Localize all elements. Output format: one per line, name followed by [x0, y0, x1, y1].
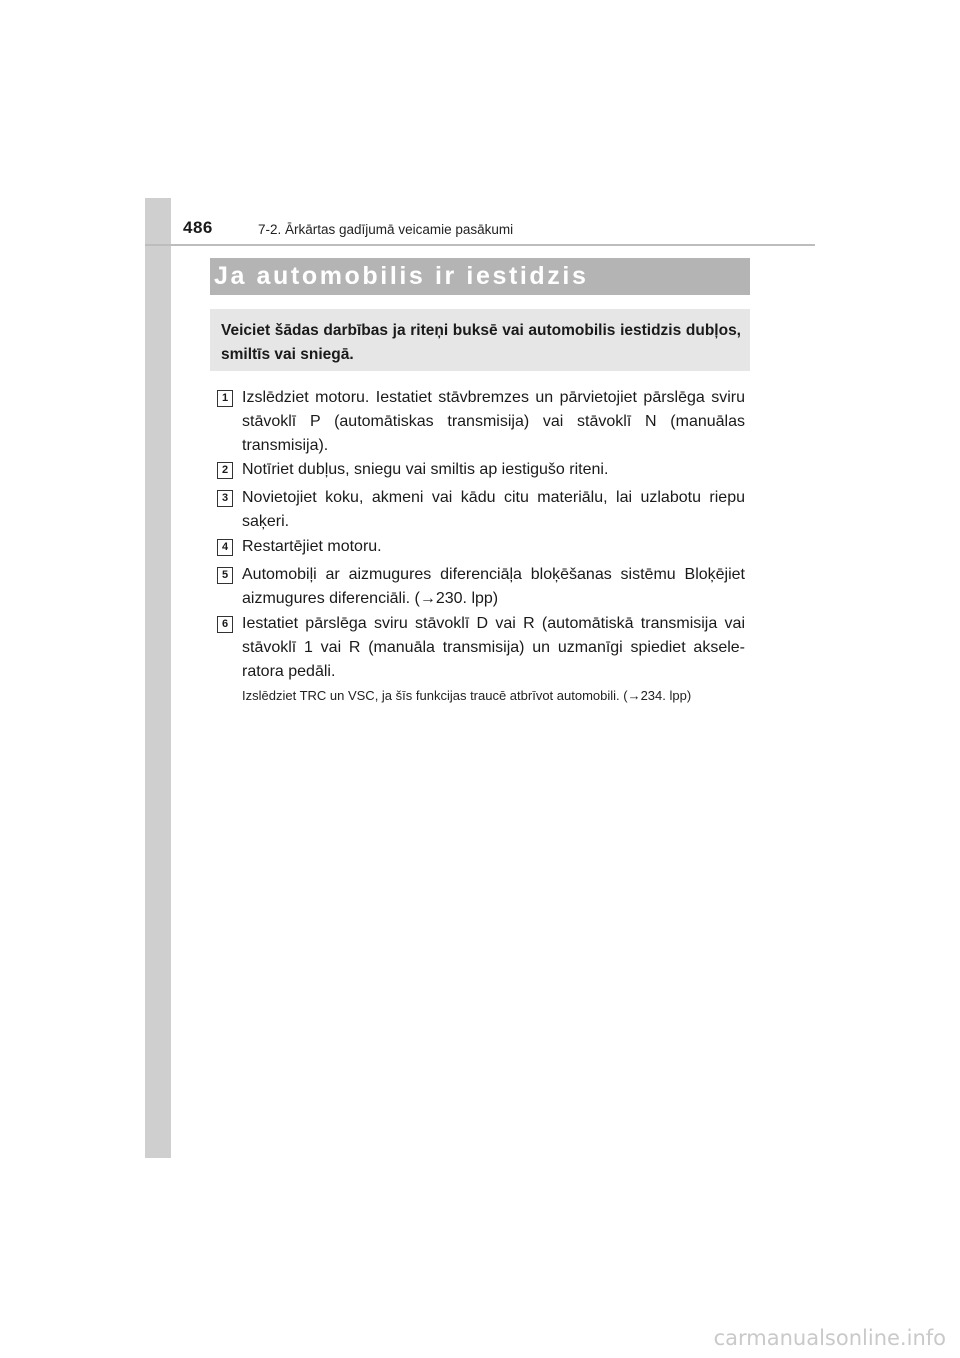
- intro-box: [210, 309, 750, 371]
- step-text: Restartējiet motoru.: [242, 538, 382, 555]
- watermark: carmanualsonline.info: [713, 1326, 946, 1350]
- step-5: [217, 563, 745, 611]
- header-rule: [145, 244, 815, 246]
- step-number-badge: 2: [217, 462, 233, 479]
- step-number-badge: 5: [217, 567, 233, 584]
- step-text: Automobiļi ar aizmugures diferenciāļa bloķēšanas sistēmu Bloķējiet aizmugures diferenciāli. (→230. lpp): [242, 566, 745, 607]
- note-text: Izslēdziet TRC un VSC, ja šīs funkcijas traucē atbrīvot automobili. (→234. lpp): [242, 688, 692, 703]
- step-text: Izslēdziet motoru. Iestatiet stāvbremzes un pārvietojiet pārslēga sviru stāvoklī P (automātiskas transmisija) vai stāvoklī N (manuālas transmisija).: [242, 389, 745, 454]
- step-3: [217, 486, 745, 534]
- step-text: Notīriet dubļus, sniegu vai smiltis ap iestigušo riteni.: [242, 461, 609, 478]
- step-number-badge: 3: [217, 490, 233, 507]
- step-text: Iestatiet pārslēga sviru stāvoklī D vai R (automātiskā transmisija vai stāvoklī 1 vai R (manuāla transmisija) un uzmanīgi spiediet aksele-ratora pedāli.: [242, 615, 745, 680]
- side-thumb-band: [145, 198, 171, 1158]
- step-number-badge: 4: [217, 539, 233, 556]
- step-2: [217, 458, 745, 482]
- step-4: [217, 535, 745, 559]
- step-6: [217, 612, 745, 684]
- page-title: Ja automobilis ir iestidzis: [214, 262, 589, 290]
- step-1: [217, 386, 745, 458]
- step-number-badge: 6: [217, 616, 233, 633]
- title-bar: [210, 258, 750, 295]
- intro-text: Veiciet šādas darbības ja riteņi buksē vai automobilis iestidzis dubļos, smiltīs vai sniegā.: [221, 322, 741, 363]
- page-number: 486: [183, 218, 213, 237]
- step-number-badge: 1: [217, 390, 233, 407]
- step-text: Novietojiet koku, akmeni vai kādu citu materiālu, lai uzlabotu riepu saķeri.: [242, 489, 745, 530]
- section-title: 7-2. Ārkārtas gadījumā veicamie pasākumi: [258, 222, 514, 237]
